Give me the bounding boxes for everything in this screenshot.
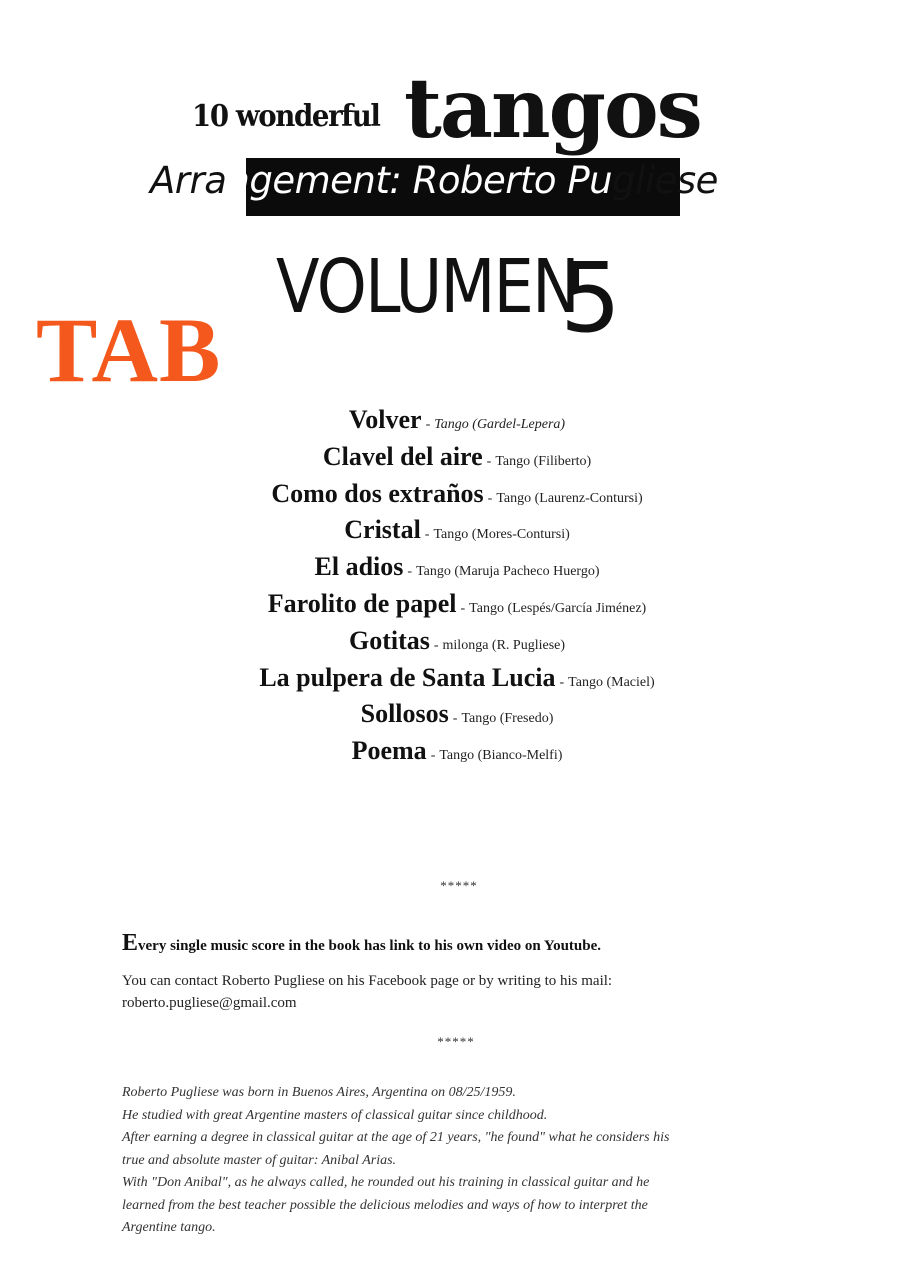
bio-line: Roberto Pugliese was born in Buenos Aires, Argentina on 08/25/1959.	[122, 1085, 516, 1100]
video-note-text: very single music score in the book has link to his own video on Youtube.	[138, 938, 602, 954]
song-item	[7, 476, 900, 513]
song-info: Tango (Gardel-Lepera)	[434, 417, 566, 432]
song-item	[7, 586, 900, 623]
song-title: Como dos extraños	[271, 478, 484, 508]
volume-word: VOLUMEN	[276, 244, 579, 330]
song-info: Tango (Bianco-Melfi)	[439, 748, 563, 764]
song-info: Tango (Maruja Pacheco Huergo)	[416, 564, 600, 580]
song-info: Tango (Filiberto)	[495, 453, 592, 469]
song-info: Tango (Lespés/García Jiménez)	[469, 600, 647, 616]
song-list	[0, 402, 900, 770]
song-item	[7, 402, 900, 439]
song-separator: -	[424, 527, 430, 543]
bio-line: He studied with great Argentine masters of classical guitar since childhood.	[122, 1107, 548, 1123]
song-info: Tango (Fresedo)	[461, 711, 554, 727]
song-info: milonga (R. Pugliese)	[442, 637, 566, 653]
arrangement-credit	[150, 158, 790, 218]
bio-line: true and absolute master of guitar: Anibal Arias.	[122, 1152, 397, 1168]
song-separator: -	[486, 453, 492, 469]
bio-line: learned from the best teacher possible the delicious melodies and ways of how to interpret the	[122, 1197, 648, 1213]
song-title: Cristal	[344, 515, 421, 545]
video-note-dropcap: E	[122, 930, 139, 956]
song-title: Farolito de papel	[267, 588, 457, 618]
bio-line: With "Don Anibal", as he always called, he rounded out his training in classical guitar and he	[122, 1175, 650, 1190]
arrangement-suffix: gliese	[612, 159, 718, 202]
separator-stars-bottom: *****	[437, 1034, 475, 1049]
title-prefix: 10 wonderful	[192, 99, 380, 134]
song-separator: -	[452, 711, 458, 727]
song-info: Tango (Laurenz-Contursi)	[496, 490, 643, 506]
song-item	[7, 696, 900, 733]
arrangement-highlight: ngement: Roberto Pu	[226, 159, 613, 202]
song-item	[7, 623, 900, 660]
video-note	[122, 930, 601, 957]
bio-line: Argentine tango.	[122, 1220, 216, 1235]
title-main: tangos	[404, 61, 701, 157]
contact-info	[122, 970, 762, 1014]
song-item	[7, 549, 900, 586]
contact-text: You can contact Roberto Pugliese on his Facebook page or by writing to his mail:	[122, 973, 613, 989]
author-biography	[122, 1082, 822, 1240]
volume-number: 5	[560, 242, 622, 354]
tab-label: TAB	[36, 299, 222, 401]
song-title: Gotitas	[348, 625, 430, 655]
song-title: Volver	[348, 405, 422, 434]
song-item	[7, 733, 900, 770]
song-info: Tango (Mores-Contursi)	[433, 527, 570, 543]
song-separator: -	[425, 417, 431, 432]
song-info: Tango (Maciel)	[568, 674, 655, 690]
bio-line: After earning a degree in classical guitar at the age of 21 years, "he found" what he considers his	[122, 1130, 670, 1145]
song-separator: -	[430, 748, 436, 764]
song-separator: -	[487, 490, 493, 506]
song-title: Poema	[351, 736, 427, 766]
song-separator: -	[433, 637, 439, 653]
song-separator: -	[460, 600, 466, 616]
song-item	[7, 512, 900, 549]
song-separator: -	[407, 564, 413, 580]
song-item	[7, 439, 900, 476]
song-title: La pulpera de Santa Lucia	[259, 662, 556, 692]
separator-stars-top: *****	[440, 878, 478, 893]
song-title: Sollosos	[360, 699, 449, 729]
song-item	[7, 660, 900, 697]
song-separator: -	[559, 674, 565, 690]
song-title: El adios	[314, 552, 404, 582]
contact-email: roberto.pugliese@gmail.com	[122, 995, 297, 1011]
song-title: Clavel del aire	[322, 441, 483, 471]
arrangement-prefix: Arra	[150, 159, 227, 202]
